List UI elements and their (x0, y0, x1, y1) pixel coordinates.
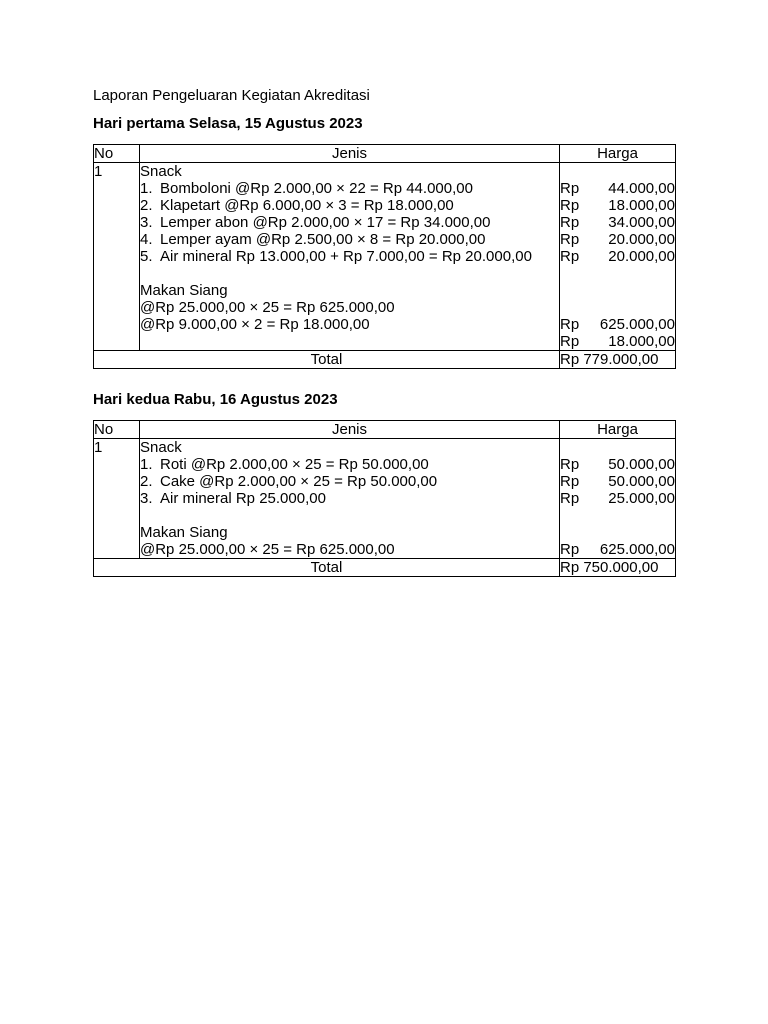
row-number: 1 (94, 163, 140, 351)
list-item: 3. Lemper abon @Rp 2.000,00 × 17 = Rp 34.000,00 (140, 214, 491, 231)
harga-cell (560, 559, 676, 577)
snack-label: Snack (140, 163, 182, 180)
price-value: Rp 50.000,00 (560, 456, 675, 473)
total-row (94, 351, 676, 369)
day2-title: Hari kedua Rabu, 16 Agustus 2023 (93, 391, 338, 408)
row-number: 1 (94, 439, 140, 559)
list-item: 2. Cake @Rp 2.000,00 × 25 = Rp 50.000,00 (140, 473, 438, 490)
list-item: 4. Lemper ayam @Rp 2.500,00 × 8 = Rp 20.000,00 (140, 231, 486, 248)
lunch-line: @Rp 25.000,00 × 25 = Rp 625.000,00 (140, 541, 395, 558)
table-header-row (94, 145, 676, 163)
lunch-line: @Rp 25.000,00 × 25 = Rp 625.000,00 (140, 299, 395, 316)
total-value: Rp 779.000,00 (560, 351, 659, 368)
price-value: Rp 34.000,00 (560, 214, 675, 231)
header-no: No (94, 421, 140, 439)
total-label: Total (94, 559, 560, 577)
price-value: Rp 20.000,00 (560, 248, 675, 265)
jenis-cell (140, 439, 560, 559)
lunch-label: Makan Siang (140, 524, 228, 541)
harga-cell (560, 163, 676, 351)
list-item: 1. Roti @Rp 2.000,00 × 25 = Rp 50.000,00 (140, 456, 429, 473)
header-harga: Harga (560, 421, 676, 439)
harga-cell (560, 351, 676, 369)
table-row (94, 439, 676, 559)
harga-cell (560, 439, 676, 559)
list-item: 5. Air mineral Rp 13.000,00 + Rp 7.000,00 = Rp 20.000,00 (140, 248, 532, 265)
header-jenis: Jenis (140, 421, 560, 439)
day1-title: Hari pertama Selasa, 15 Agustus 2023 (93, 115, 363, 132)
price-value: Rp 20.000,00 (560, 231, 675, 248)
table-header-row (94, 421, 676, 439)
lunch-line: @Rp 9.000,00 × 2 = Rp 18.000,00 (140, 316, 370, 333)
price-value: Rp 50.000,00 (560, 473, 675, 490)
snack-label: Snack (140, 439, 182, 456)
header-no: No (94, 145, 140, 163)
price-value: Rp 44.000,00 (560, 180, 675, 197)
total-label: Total (94, 351, 560, 369)
price-value: Rp 625.000,00 (560, 541, 675, 558)
day1-expense-table (93, 144, 676, 369)
day2-expense-table (93, 420, 676, 577)
jenis-cell (140, 163, 560, 351)
list-item: 1. Bomboloni @Rp 2.000,00 × 22 = Rp 44.000,00 (140, 180, 473, 197)
total-value: Rp 750.000,00 (560, 559, 659, 576)
price-value: Rp 25.000,00 (560, 490, 675, 507)
price-value: Rp 625.000,00 (560, 316, 675, 333)
price-value: Rp 18.000,00 (560, 197, 675, 214)
table-row (94, 163, 676, 351)
price-value: Rp 18.000,00 (560, 333, 675, 350)
header-jenis: Jenis (140, 145, 560, 163)
header-harga: Harga (560, 145, 676, 163)
document-title: Laporan Pengeluaran Kegiatan Akreditasi (93, 87, 370, 104)
lunch-label: Makan Siang (140, 282, 228, 299)
list-item: 3. Air mineral Rp 25.000,00 (140, 490, 326, 507)
list-item: 2. Klapetart @Rp 6.000,00 × 3 = Rp 18.000,00 (140, 197, 454, 214)
total-row (94, 559, 676, 577)
